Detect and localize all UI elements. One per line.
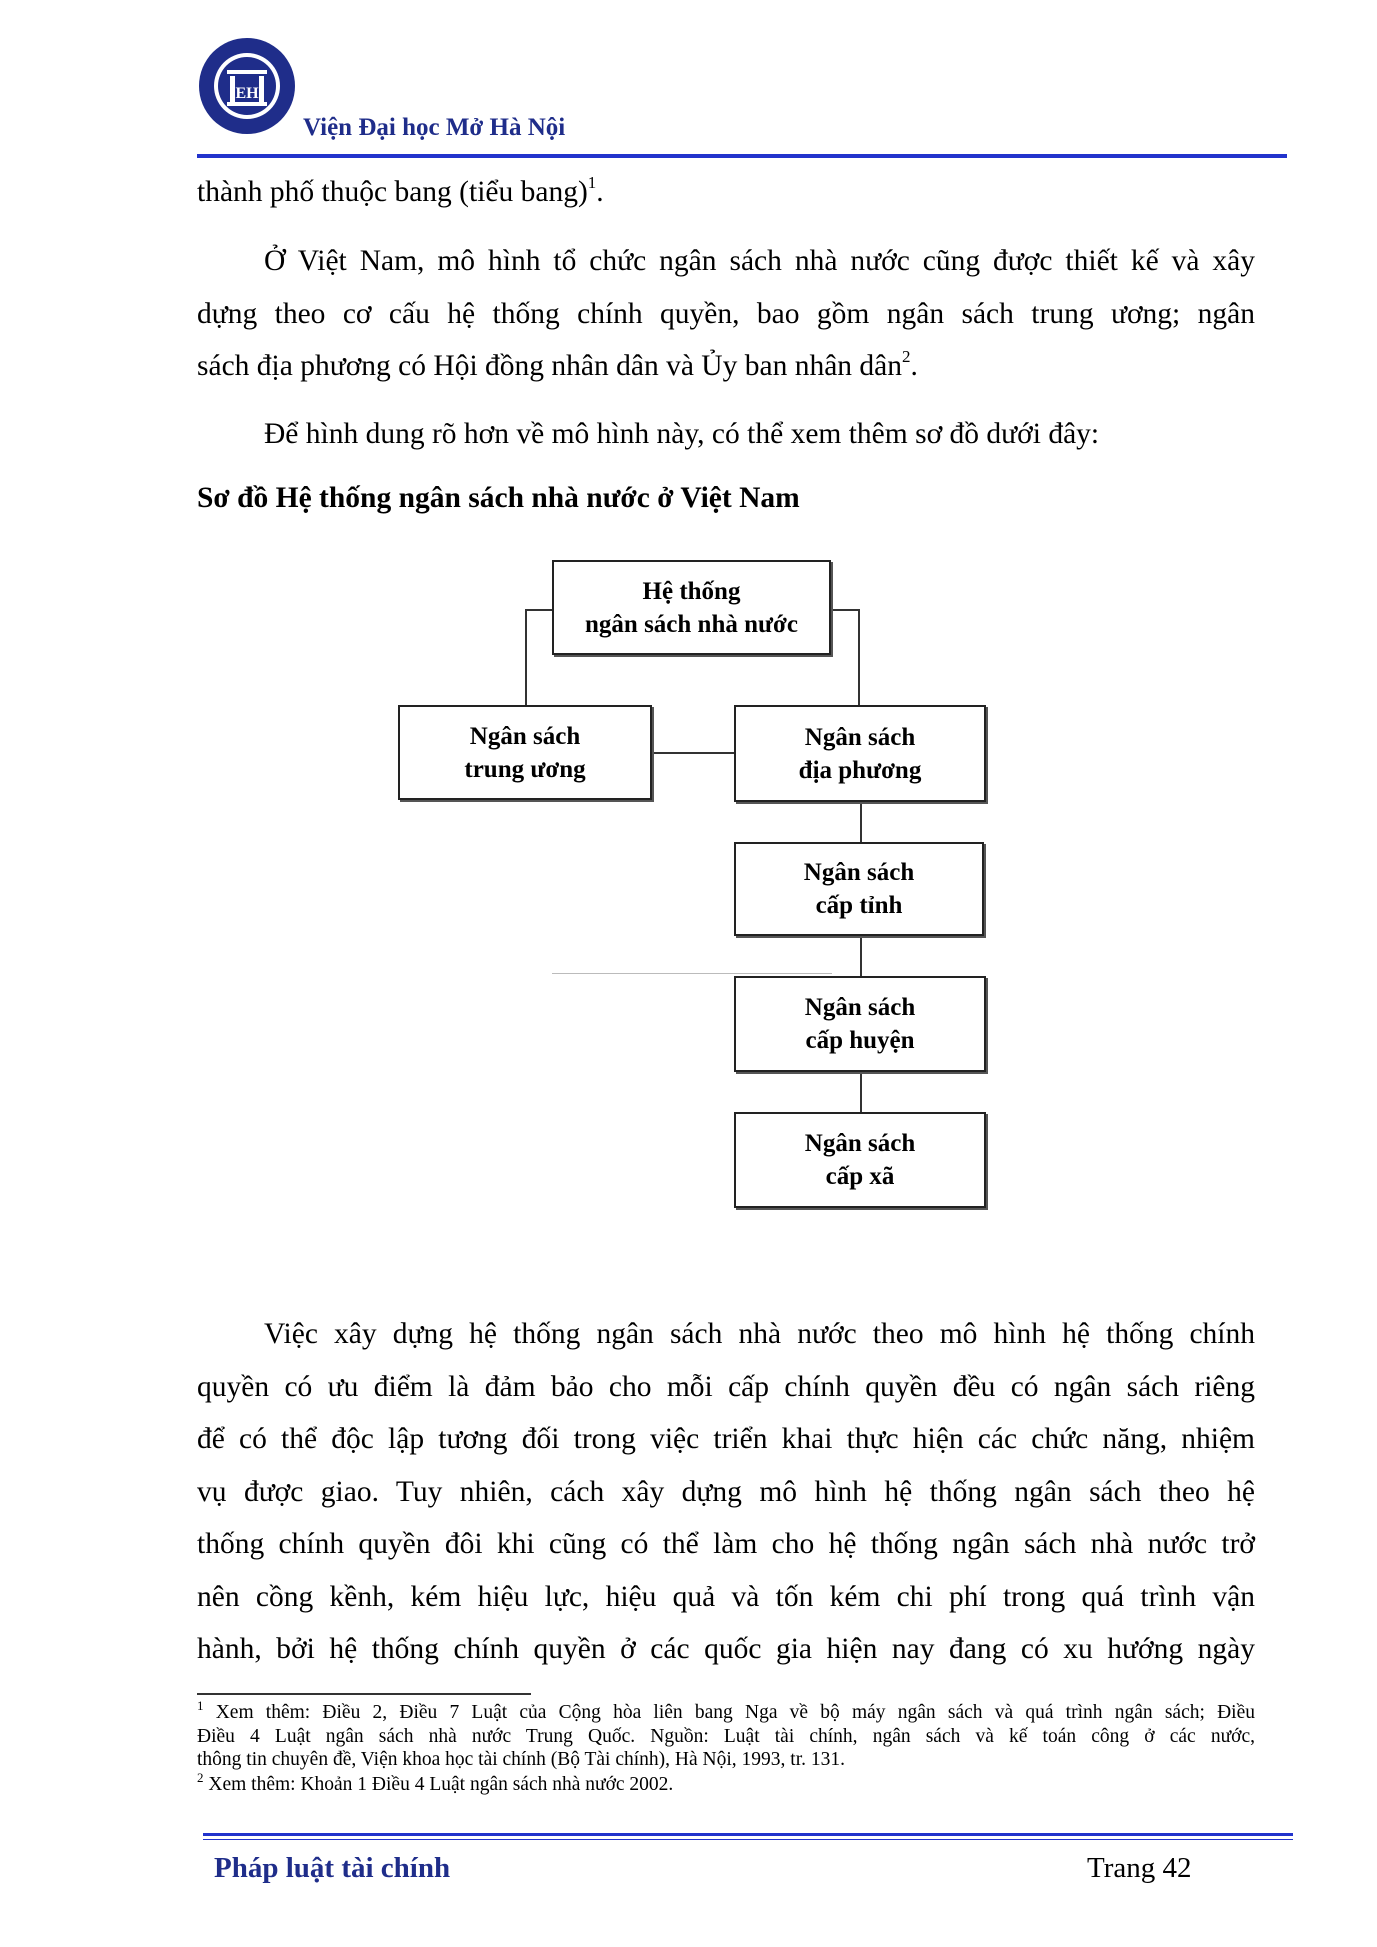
footer-divider-thick <box>203 1833 1293 1836</box>
svg-text:EH: EH <box>235 85 259 102</box>
page-number: Trang 42 <box>1087 1852 1192 1884</box>
paragraph-pros-cons: Việc xây dựng hệ thống ngân sách nhà nước theo mô hình hệ thống chính quyền có ưu điểm là đảm bảo cho mỗi cấp chính quyền đều có ngân sách riêng để có thể độc lập tương đối trong việc triển khai thực hiện các chức năng, nhiệm vụ được giao. Tuy nhiên, cách xây dựng mô hình hệ thống ngân sách theo hệ thống chính quyền đôi khi cũng có thể làm cho hệ thống ngân sách nhà nước trở nên cồng kềnh, kém hiệu lực, hiệu quả và tốn kém chi phí trong quá trình vận hành, bởi hệ thống chính quyền ở các quốc gia hiện nay đang có xu hướng ngày <box>197 1318 1255 1665</box>
box-province-budget: Ngân sách cấp tỉnh <box>734 842 984 936</box>
box-state-budget-system: Hệ thống ngân sách nhà nước <box>552 560 831 655</box>
paragraph-vietnam-model: Ở Việt Nam, mô hình tổ chức ngân sách nhà nước cũng được thiết kế và xây dựng theo cơ cấu hệ thống chính quyền, bao gồm ngân sách trung ương; ngân sách địa phương có Hội đồng nhân dân và Ủy ban nhân dân$^2$. <box>197 245 1255 382</box>
footer-divider-thin <box>203 1839 1293 1840</box>
connector-province-district <box>860 936 862 976</box>
footnote-ref-1[interactable]: 1 <box>587 173 597 193</box>
footnote-divider <box>197 1693 531 1695</box>
university-logo-icon <box>197 36 297 136</box>
connector-central-local <box>652 752 734 754</box>
paragraph-continuation: thành phố thuộc bang (tiểu bang)$^1$. <box>197 173 604 208</box>
footnote-ref-2[interactable]: 2 <box>902 347 911 367</box>
box-commune-budget: Ngân sách cấp xã <box>734 1112 986 1208</box>
institution-name: Viện Đại học Mở Hà Nội <box>303 114 566 141</box>
box-district-budget: Ngân sách cấp huyện <box>734 976 986 1072</box>
footer-course-title: Pháp luật tài chính <box>214 1852 451 1884</box>
footnote-1: $^1$ Xem thêm: Điều 2, Điều 7 Luật của Cộng hòa liên bang Nga về bộ máy ngân sách và quá trình ngân sách; Điều Điều 4 Luật ngân sách nhà nước Trung Quốc. Nguồn: Luật tài chính, ngân sách và kế toán công ở các nước, thông tin chuyên đề, Viện khoa học tài chính (Bộ Tài chính), Hà Nội, 1993, tr. 131. <box>197 1697 1255 1770</box>
connector-district-commune <box>860 1072 862 1112</box>
box-central-budget: Ngân sách trung ương <box>398 705 652 800</box>
connector-root-right-h <box>831 609 860 611</box>
diagram-title: Sơ đồ Hệ thống ngân sách nhà nước ở Việt Nam <box>197 482 800 514</box>
connector-root-left-v <box>525 609 527 705</box>
paragraph-diagram-intro: Để hình dung rõ hơn về mô hình này, có thể xem thêm sơ đồ dưới đây: <box>264 418 1100 450</box>
connector-root-left-h <box>525 609 552 611</box>
box-local-budget: Ngân sách địa phương <box>734 705 986 802</box>
footnote-2: $^2$ Xem thêm: Khoản 1 Điều 4 Luật ngân sách nhà nước 2002. <box>197 1769 674 1795</box>
header-divider <box>197 154 1287 158</box>
connector-root-right-v <box>858 609 860 705</box>
connector-local-province <box>860 802 862 842</box>
faint-divider <box>552 973 832 974</box>
